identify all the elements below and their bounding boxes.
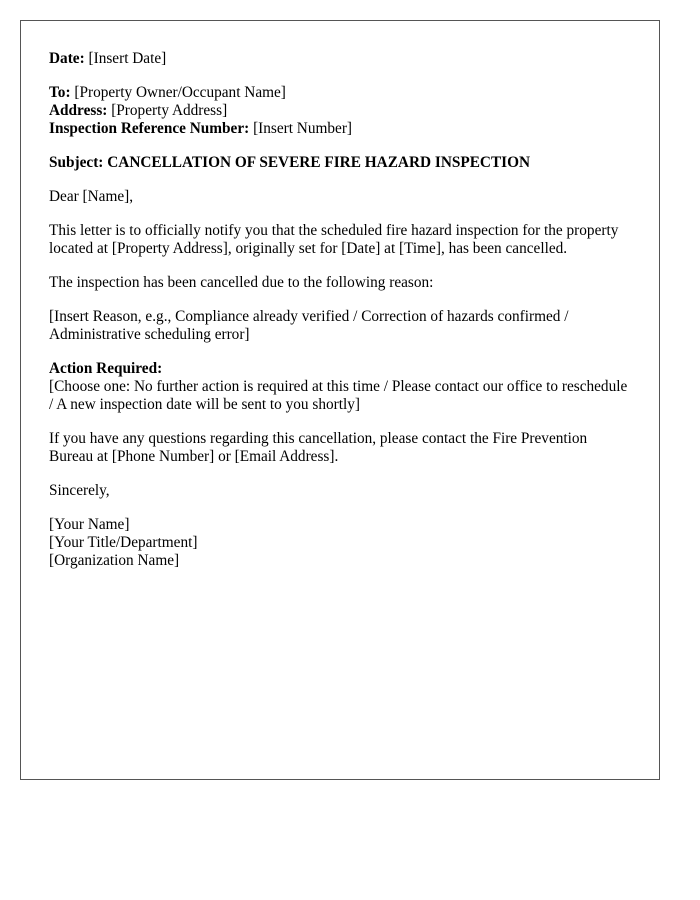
reference-label: Inspection Reference Number: xyxy=(49,120,250,137)
salutation-text: Dear [Name], xyxy=(49,188,134,205)
address-value: [Property Address] xyxy=(111,102,228,119)
date-value: [Insert Date] xyxy=(88,50,167,67)
reference-value: [Insert Number] xyxy=(253,120,353,137)
signature-block xyxy=(49,516,629,570)
to-line xyxy=(49,84,629,102)
date-label: Date: xyxy=(49,50,85,67)
action-required-block xyxy=(49,360,629,414)
subject-value: CANCELLATION OF SEVERE FIRE HAZARD INSPECTION xyxy=(107,154,531,171)
closing xyxy=(49,482,629,500)
date-block xyxy=(49,50,629,68)
body-paragraph-1-text: This letter is to officially notify you that the scheduled fire hazard inspection for the property located at [Property Address], originally set for [Date] at [Time], has been cancelled. xyxy=(49,222,619,257)
signature-title: [Your Title/Department] xyxy=(49,534,198,551)
contact-paragraph xyxy=(49,430,629,466)
reason-text: [Insert Reason, e.g., Compliance already verified / Correction of hazards confirmed / Administrative scheduling error] xyxy=(49,308,569,343)
subject-label: Subject: xyxy=(49,154,104,171)
address-line xyxy=(49,102,629,120)
subject-line xyxy=(49,154,629,172)
reference-line xyxy=(49,120,629,138)
salutation xyxy=(49,188,629,206)
subject-block xyxy=(49,154,629,172)
signature-name: [Your Name] xyxy=(49,516,130,533)
letter-page xyxy=(20,20,660,780)
letter-content xyxy=(49,50,629,586)
reason-paragraph xyxy=(49,308,629,344)
to-value: [Property Owner/Occupant Name] xyxy=(74,84,286,101)
action-required-label: Action Required: xyxy=(49,360,163,377)
signature-organization: [Organization Name] xyxy=(49,552,180,569)
body-paragraph-2 xyxy=(49,274,629,292)
action-required-text: [Choose one: No further action is required at this time / Please contact our office to reschedule / A new inspection date will be sent to you shortly] xyxy=(49,378,628,413)
closing-text: Sincerely, xyxy=(49,482,110,499)
contact-paragraph-text: If you have any questions regarding this cancellation, please contact the Fire Prevention Bureau at [Phone Number] or [Email Address]. xyxy=(49,430,588,465)
to-label: To: xyxy=(49,84,71,101)
date-line xyxy=(49,50,629,68)
recipient-block xyxy=(49,84,629,138)
address-label: Address: xyxy=(49,102,108,119)
body-paragraph-2-text: The inspection has been cancelled due to the following reason: xyxy=(49,274,434,291)
body-paragraph-1 xyxy=(49,222,629,258)
